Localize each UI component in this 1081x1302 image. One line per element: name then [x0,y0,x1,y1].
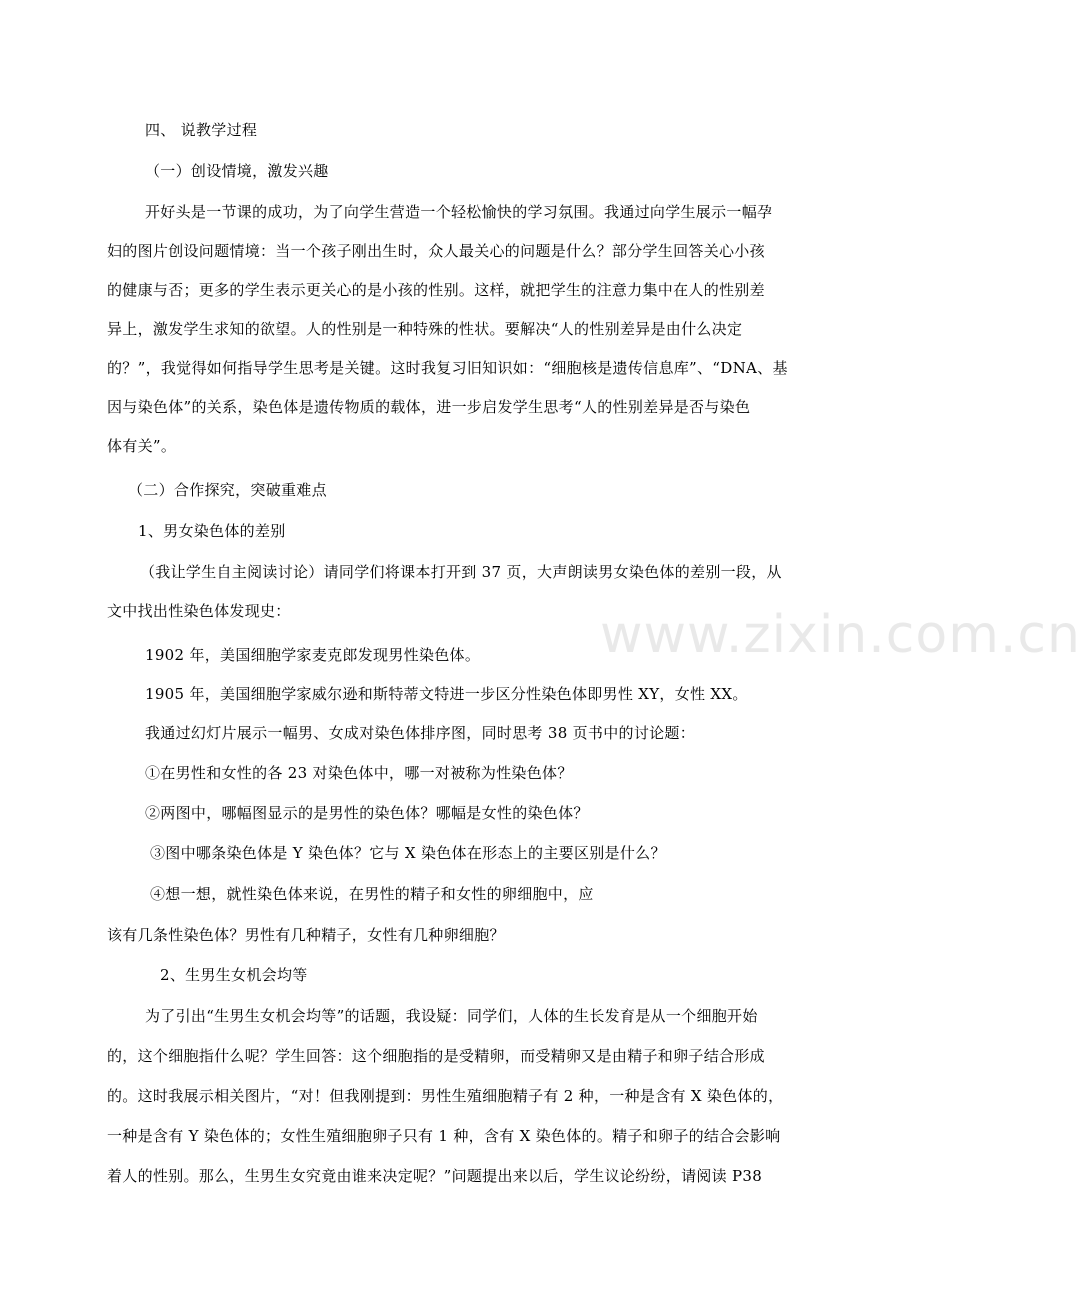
paragraph-line: 的健康与否；更多的学生表示更关心的是小孩的性别。这样，就把学生的注意力集中在人的性别差 [107,281,765,299]
item-heading: 1、男女染色体的差别 [138,522,286,540]
watermark: www.zixin.com.cn [600,605,1081,665]
paragraph-line: 异上，激发学生求知的欲望。人的性别是一种特殊的性状。要解决“人的性别差异是由什么决定 [107,320,743,338]
section-heading: 四、 说教学过程 [145,121,258,139]
paragraph-line: 的。这时我展示相关图片，“对！但我刚提到：男性生殖细胞精子有 2 种，一种是含有 X 染色体的， [107,1087,784,1105]
item-heading: 2、生男生女机会均等 [160,966,308,984]
question-item-continued: 该有几条性染色体？男性有几种精子，女性有几种卵细胞？ [107,926,505,944]
paragraph-line: 一种是含有 Y 染色体的；女性生殖细胞卵子只有 1 种，含有 X 染色体的。精子和卵子的结合会影响 [107,1127,781,1145]
paragraph-line: 的，这个细胞指什么呢？学生回答：这个细胞指的是受精卵，而受精卵又是由精子和卵子结合形成 [107,1047,765,1065]
history-line: 1905 年，美国细胞学家威尔逊和斯特蒂文特进一步区分性染色体即男性 XY，女性 XX。 [145,685,748,703]
question-item: ③图中哪条染色体是 Y 染色体？它与 X 染色体在形态上的主要区别是什么？ [150,844,666,862]
history-line: 1902 年，美国细胞学家麦克郎发现男性染色体。 [145,646,481,664]
subsection-heading: （二）合作探究，突破重难点 [128,481,327,499]
paragraph-line: （我让学生自主阅读讨论）请同学们将课本打开到 37 页，大声朗读男女染色体的差别一段，从 [140,563,782,581]
paragraph-line: 文中找出性染色体发现史： [107,602,291,620]
paragraph-line: 的？”，我觉得如何指导学生思考是关键。这时我复习旧知识如：“细胞核是遗传信息库”、“DNA、基 [107,359,788,377]
question-item: ①在男性和女性的各 23 对染色体中，哪一对被称为性染色体？ [145,764,573,782]
paragraph-line: 妇的图片创设问题情境：当一个孩子刚出生时，众人最关心的问题是什么？部分学生回答关心小孩 [107,242,765,260]
paragraph-line: 体有关”。 [107,437,177,455]
paragraph-line: 着人的性别。那么，生男生女究竟由谁来决定呢？”问题提出来以后，学生议论纷纷，请阅读 P38 [107,1167,763,1185]
paragraph-line: 为了引出“生男生女机会均等”的话题，我设疑：同学们，人体的生长发育是从一个细胞开始 [145,1007,758,1025]
paragraph-line: 因与染色体”的关系，染色体是遗传物质的载体，进一步启发学生思考“人的性别差异是否与染色 [107,398,751,416]
subsection-heading: （一）创设情境，激发兴趣 [145,162,329,180]
paragraph-line: 我通过幻灯片展示一幅男、女成对染色体排序图，同时思考 38 页书中的讨论题： [145,724,696,742]
question-item: ②两图中，哪幅图显示的是男性的染色体？哪幅是女性的染色体？ [145,804,589,822]
paragraph-line: 开好头是一节课的成功，为了向学生营造一个轻松愉快的学习氛围。我通过向学生展示一幅孕 [145,203,773,221]
question-item: ④想一想，就性染色体来说，在男性的精子和女性的卵细胞中，应 [150,885,594,903]
